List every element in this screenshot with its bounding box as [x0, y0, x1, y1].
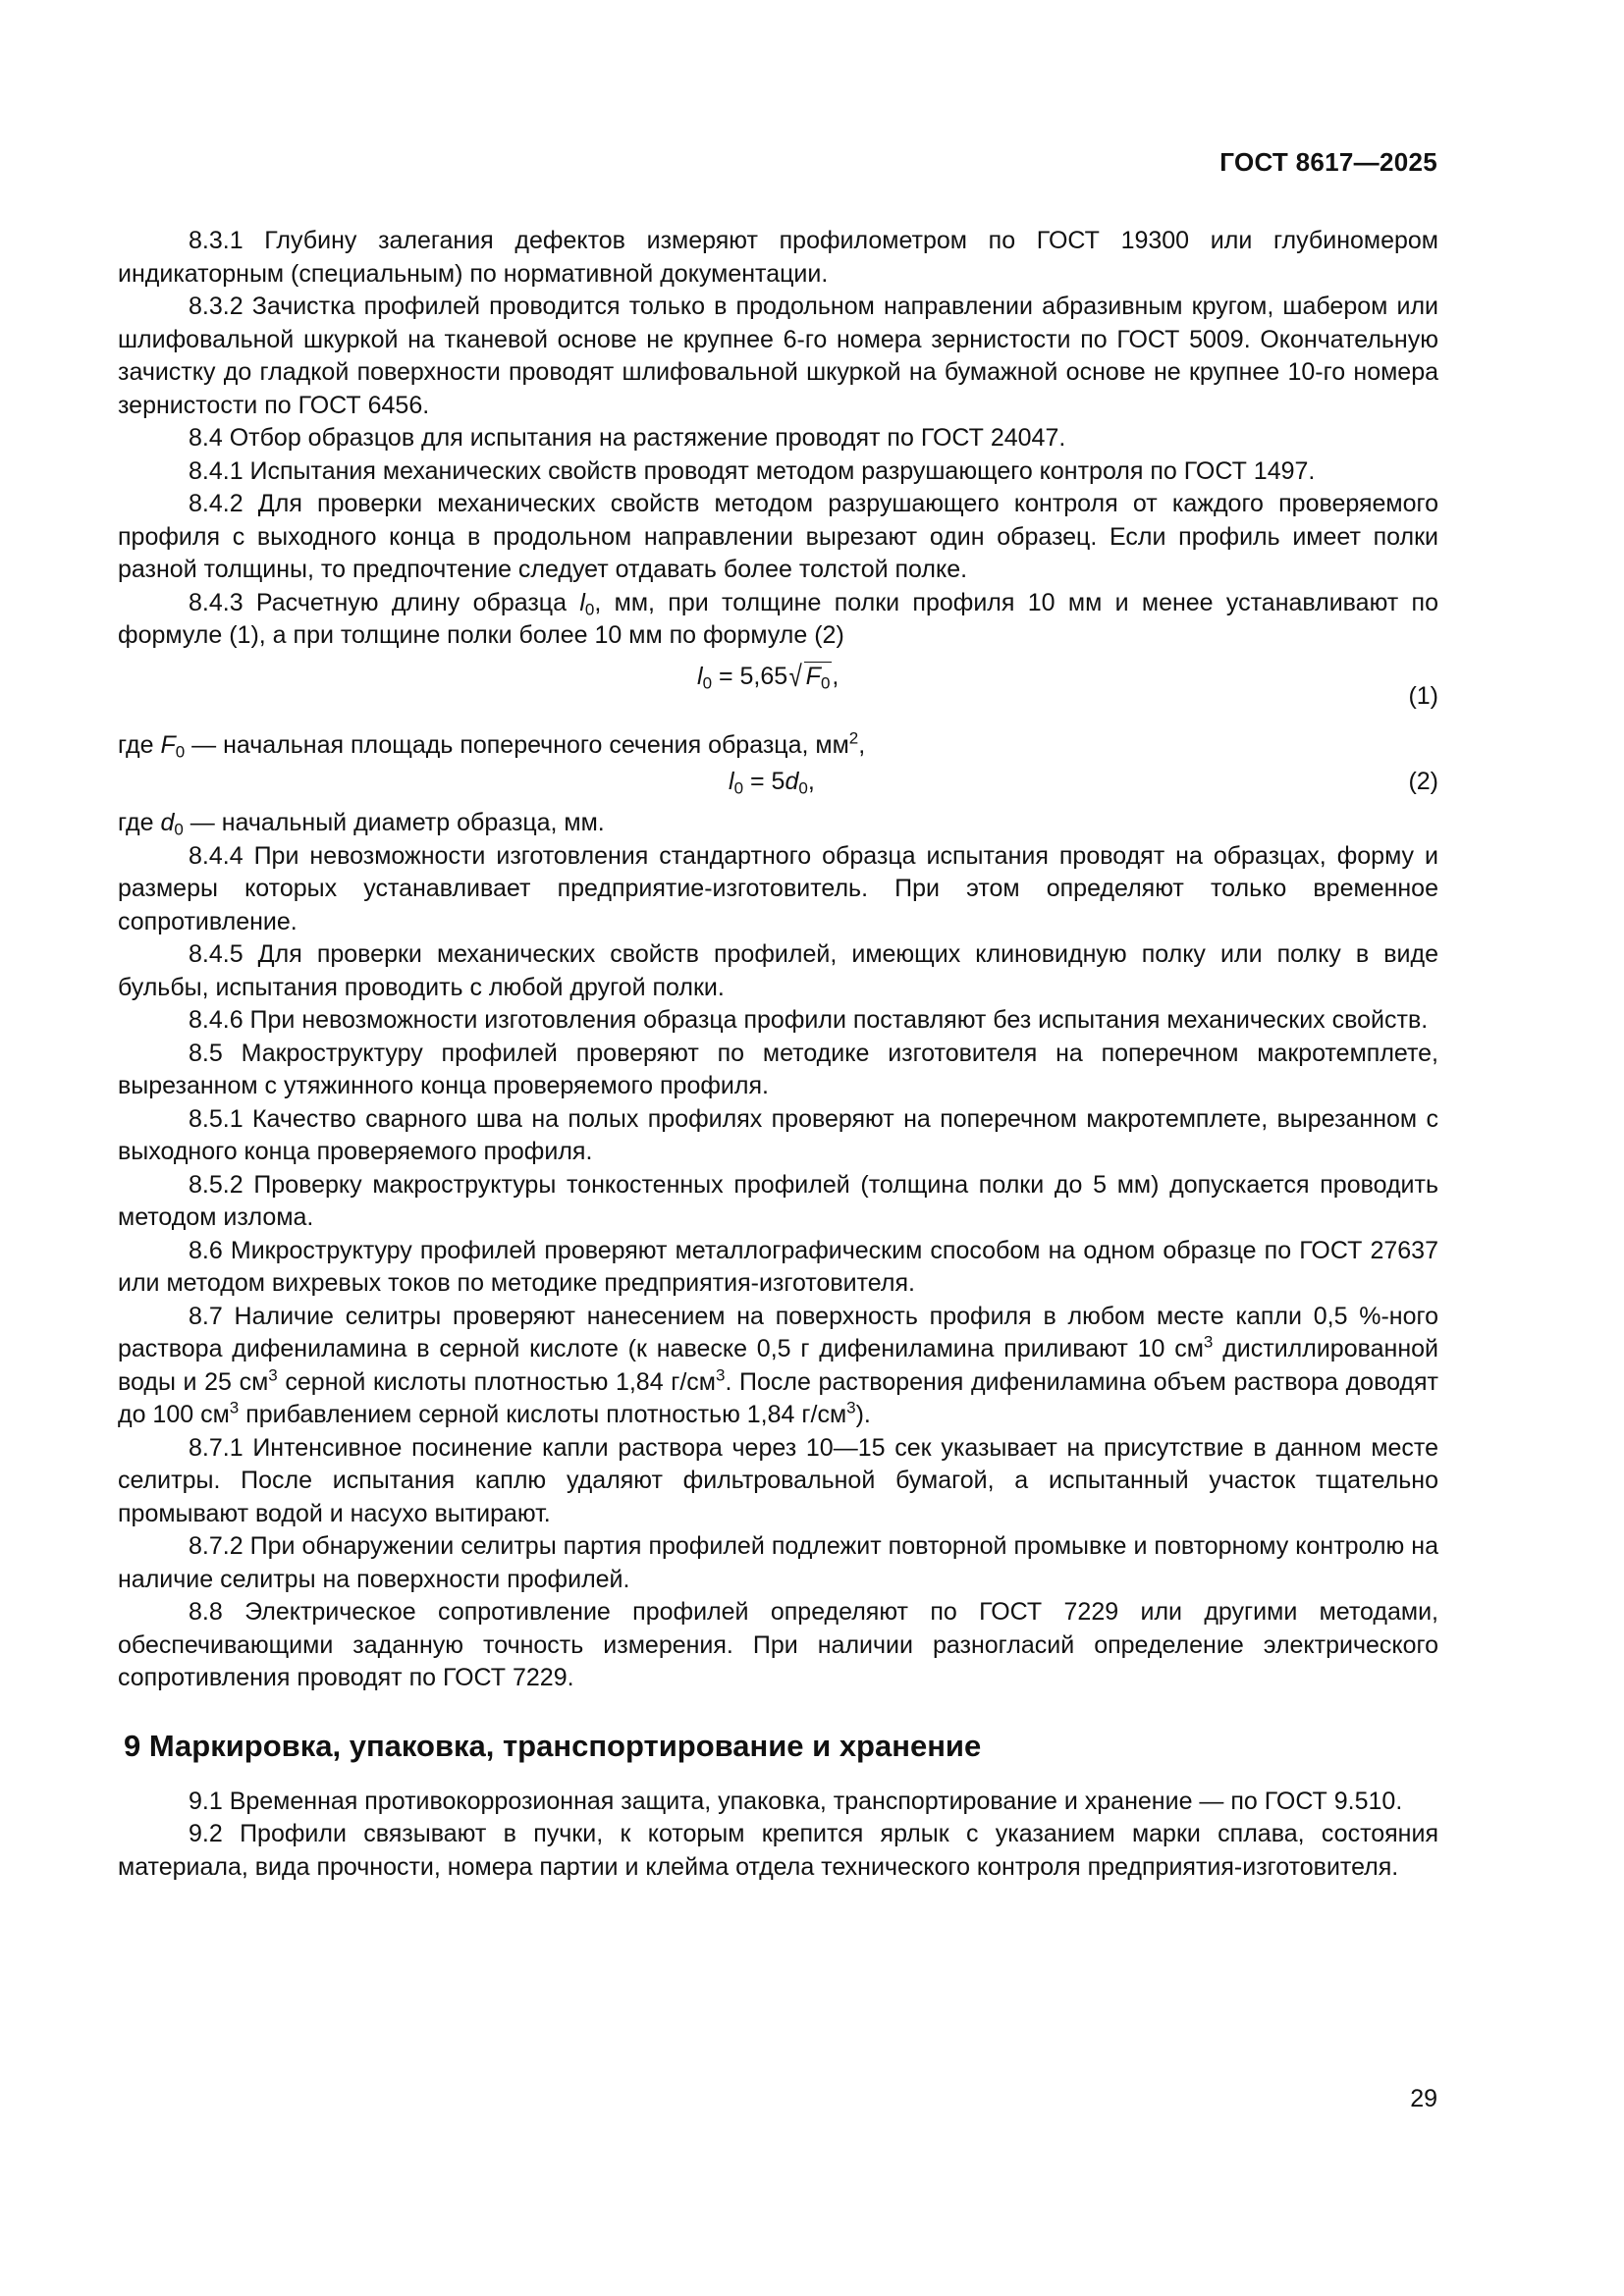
paragraph-8-3-1: 8.3.1 Глубину залегания дефектов измеряют профилометром по ГОСТ 19300 или глубиномером индикаторным (специальным) по нормативной документации.: [118, 227, 1438, 288]
paragraph-8-5: 8.5 Макроструктуру профилей проверяют по методике изготовителя на поперечном макротемплете, вырезанном с утяжинного конца проверяемого профиля.: [118, 1039, 1438, 1099]
paragraph-8-4-2: 8.4.2 Для проверки механических свойств методом разрушающего контроля от каждого проверяемого профиля с выходного конца в продольном направлении вырезают один образец. Если профиль имеет полки разной толщины, то предпочтение следует отдавать более толстой полке.: [118, 490, 1438, 583]
paragraph-8-7: 8.7 Наличие селитры проверяют нанесением на поверхность профиля в любом месте капли 0,5 %-ного раствора дифениламина в серной кислоте (к навеске 0,5 г дифениламина приливают 10 $см^3$ дистиллированной воды и 25 $см^3$ серной кислоты плотностью 1,84 $г/см^3$. После растворения дифениламина объем раствора доводят до 100 $см^3$ прибавлением серной кислоты плотностью 1,84 $г/см^3$).: [118, 1302, 1438, 1428]
paragraph-8-6: 8.6 Микроструктуру профилей проверяют металлографическим способом на одном образце по ГОСТ 27637 или методом вихревых токов по методике предприятия-изготовителя.: [118, 1236, 1438, 1297]
paragraph-9-2: 9.2 Профили связывают в пучки, к которым крепится ярлык с указанием марки сплава, состояния материала, вида прочности, номера партии и клейма отдела технического контроля предприятия-изготовителя.: [118, 1820, 1438, 1881]
page-number: 29: [1410, 2085, 1437, 2112]
paragraph-8-4-5: 8.4.5 Для проверки механических свойств профилей, имеющих клиновидную полку или полку в виде бульбы, испытания проводить с любой другой полки.: [118, 940, 1438, 1001]
where-d0: где $d_0$ — начальный диаметр образца, мм.: [118, 809, 605, 839]
paragraph-9-1: 9.1 Временная противокоррозионная защита, упаковка, транспортирование и хранение — по ГОСТ 9.510.: [189, 1787, 1403, 1815]
paragraph-8-5-2: 8.5.2 Проверку макроструктуры тонкостенных профилей (толщина полки до 5 мм) допускается проводить методом излома.: [118, 1170, 1438, 1231]
paragraph-8-3-2: 8.3.2 Зачистка профилей проводится только в продольном направлении абразивным кругом, шабером или шлифовальной шкуркой на тканевой основе не крупнее 6-го номера зернистости по ГОСТ 5009. Окончательную зачистку до гладкой поверхности проводят шлифовальной шкуркой на бумажной основе не крупнее 10-го номера зернистости по ГОСТ 6456.: [118, 293, 1438, 419]
paragraph-8-4: 8.4 Отбор образцов для испытания на растяжение проводят по ГОСТ 24047.: [189, 424, 1066, 452]
paragraph-8-4-6: 8.4.6 При невозможности изготовления образца профили поставляют без испытания механических свойств.: [189, 1006, 1429, 1034]
formula-2: $l_0 = 5d_0$,: [729, 768, 815, 798]
paragraph-8-4-4: 8.4.4 При невозможности изготовления стандартного образца испытания проводят на образцах, форму и размеры которых устанавливает предприятие-изготовитель. При этом определяют только временное сопротивление.: [118, 841, 1438, 935]
paragraph-8-4-3: 8.4.3 Расчетную длину образца $l_0$, мм, при толщине полки профиля 10 мм и менее устанавливают по формуле (1), а при толщине полки более 10 мм по формуле (2): [118, 588, 1438, 649]
paragraph-8-8: 8.8 Электрическое сопротивление профилей определяют по ГОСТ 7229 или другими методами, обеспечивающими заданную точность измерения. При наличии разногласий определение электрического сопротивления проводят по ГОСТ 7229.: [118, 1598, 1438, 1691]
paragraph-8-5-1: 8.5.1 Качество сварного шва на полых профилях проверяют на поперечном макротемплете, вырезанном с выходного конца проверяемого профиля.: [118, 1104, 1438, 1165]
formula-2-row: [118, 762, 1438, 807]
formula-2-number: (2): [1408, 768, 1438, 795]
document-body: [118, 225, 1438, 1884]
square-root: √ $F_0$: [788, 660, 831, 693]
formula-1-row: [118, 653, 1438, 729]
standard-header: ГОСТ 8617—2025: [1219, 147, 1437, 177]
paragraph-8-7-1: 8.7.1 Интенсивное посинение капли раствора через 10—15 сек указывает на присутствие в данном месте селитры. После испытания каплю удаляют фильтровальной бумагой, а испытанный участок тщательно промывают водой и насухо вытирают.: [118, 1433, 1438, 1527]
paragraph-8-7-2: 8.7.2 При обнаружении селитры партия профилей подлежит повторной промывке и повторному контролю на наличие селитры на поверхности профилей.: [118, 1532, 1438, 1593]
paragraph-8-4-1: 8.4.1 Испытания механических свойств проводят методом разрушающего контроля по ГОСТ 1497.: [189, 456, 1316, 485]
section-9-heading: 9 Маркировка, упаковка, транспортирование и хранение: [124, 1728, 982, 1763]
where-f0: где $F_0$ — начальная площадь поперечного сечения образца, $мм^2$,: [118, 728, 866, 761]
formula-1: $l_0 = 5,65√$ $F_0$,: [697, 660, 839, 693]
formula-1-number: (1): [1408, 681, 1438, 710]
